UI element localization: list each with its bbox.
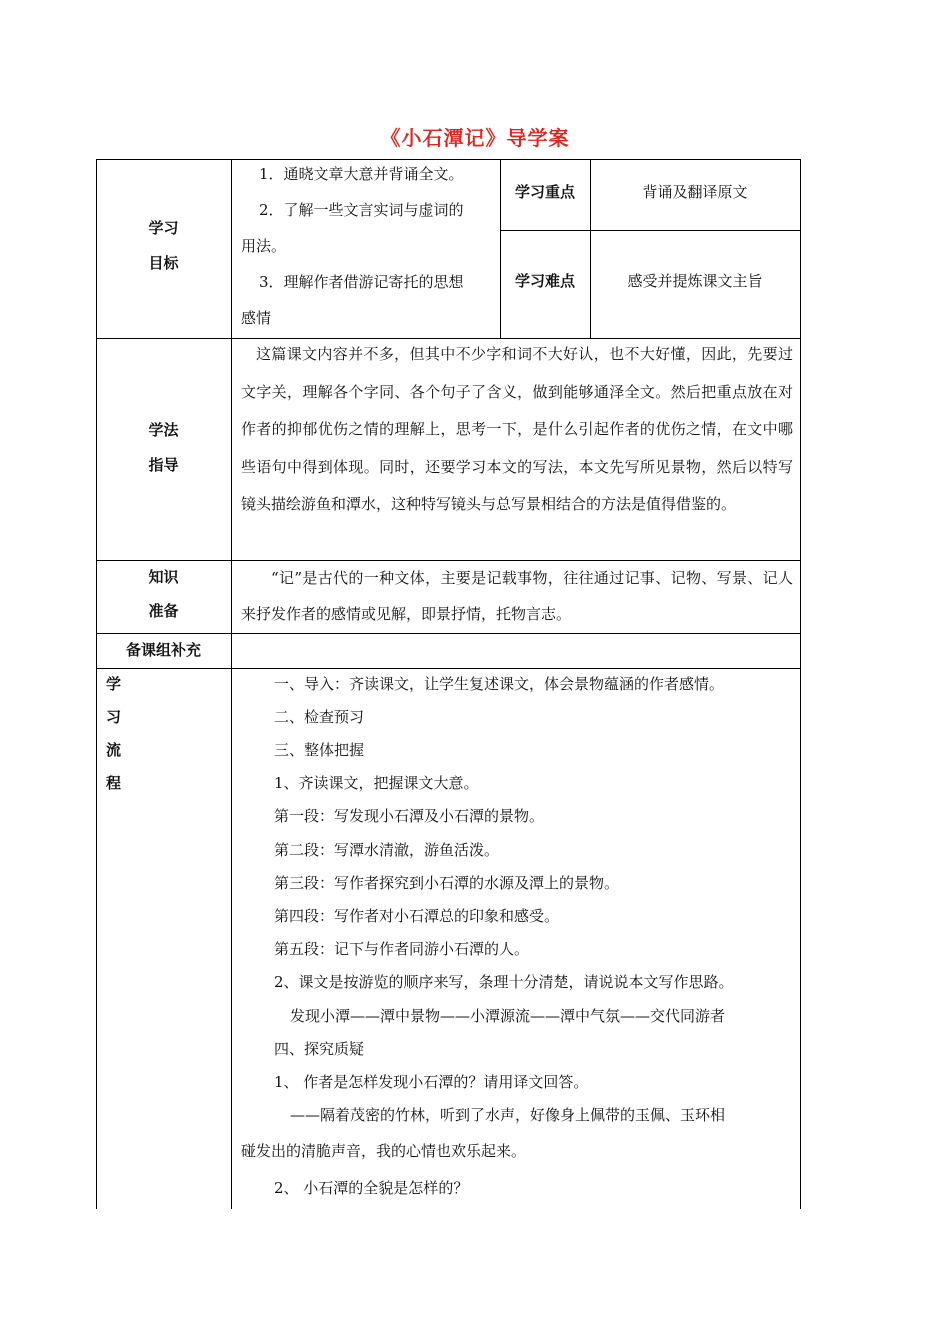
- supplement-label: 备课组补充: [125, 641, 201, 659]
- process-line: 碰发出的清脆声音，我的心情也欢乐起来。: [241, 1142, 527, 1160]
- method-label-line2: 指导: [148, 456, 179, 474]
- difficulty-value: 感受并提炼课文主旨: [627, 272, 763, 290]
- process-line: 发现小潭——潭中景物——小潭源流——潭中气氛——交代同游者: [290, 1007, 726, 1025]
- knowledge-text: “记”是古代的一种文体，主要是记载事物，往往通过记事、记物、写景、记人来抒发作者的感情或见解，即景抒情，托物言志。: [241, 569, 793, 623]
- difficulty-label: 学习难点: [514, 272, 575, 290]
- process-label-char: 习: [106, 708, 122, 726]
- process-line: 第二段：写潭水清澈，游鱼活泼。: [274, 841, 500, 859]
- key-point-value: 背诵及翻译原文: [642, 183, 748, 201]
- row-border-knowledge-bottom: [96, 633, 801, 634]
- process-line: 第三段：写作者探究到小石潭的水源及潭上的景物。: [274, 874, 620, 892]
- process-label-char: 学: [106, 675, 122, 693]
- process-line: 四、探究质疑: [274, 1040, 365, 1058]
- objective-item: 2．了解一些文言实词与虚词的: [259, 201, 464, 219]
- objective-item: 感情: [241, 309, 272, 327]
- objective-item: 3．理解作者借游记寄托的思想: [259, 273, 464, 291]
- process-label-char: 程: [106, 774, 122, 792]
- process-line: 一、导入：齐读课文，让学生复述课文，体会景物蕴涵的作者感情。: [274, 675, 725, 693]
- row-border-top: [96, 159, 801, 160]
- process-line: 1、齐读课文，把握课文大意。: [274, 774, 479, 792]
- knowledge-label-line2: 准备: [148, 602, 179, 620]
- row-border-supplement-bottom: [96, 668, 801, 669]
- process-line: 2、 小石潭的全貌是怎样的？: [274, 1179, 469, 1197]
- key-point-label: 学习重点: [514, 183, 575, 201]
- process-line: 二、检查预习: [274, 708, 365, 726]
- col-border-left: [96, 159, 97, 1209]
- objective-item: 1．通晓文章大意并背诵全文。: [259, 165, 464, 183]
- col-border-right: [800, 159, 801, 1209]
- document-title: 《小石潭记》导学案: [380, 126, 570, 150]
- method-text: 这篇课文内容并不多，但其中不少字和词不大好认，也不大好懂，因此，先要过文字关，理解各个字同、各个句子了含义，做到能够通泽全文。然后把重点放在对作者的抑郁优伤之情的理解上，思考一下，是什么引起作者的优伤之情，在文中哪些语句中得到体现。同时，还要学习本文的写法，本文先写所见景物，然后以特写镜头描绘游鱼和潭水，这种特写镜头与总写景相结合的方法是值得借鉴的。: [241, 345, 793, 513]
- knowledge-label-line1: 知识: [148, 568, 179, 586]
- process-label-char: 流: [106, 741, 122, 759]
- process-line: ——隔着茂密的竹林，听到了水声，好像身上佩带的玉佩、玉环相: [290, 1106, 726, 1124]
- objective-item: 用法。: [241, 237, 287, 255]
- process-line: 三、整体把握: [274, 741, 365, 759]
- objectives-label-line1: 学习: [148, 219, 179, 237]
- objectives-label-line2: 目标: [148, 254, 179, 272]
- process-line: 第四段：写作者对小石潭总的印象和感受。: [274, 907, 560, 925]
- method-label-line1: 学法: [148, 421, 179, 439]
- process-line: 2、课文是按游览的顺序来写，条理十分清楚，请说说本文写作思路。: [274, 973, 734, 991]
- process-line: 第五段：记下与作者同游小石潭的人。: [274, 940, 530, 958]
- process-line: 1、 作者是怎样发现小石潭的？请用译文回答。: [274, 1073, 589, 1091]
- row-border-key-split: [500, 230, 801, 231]
- process-line: 第一段：写发现小石潭及小石潭的景物。: [274, 807, 545, 825]
- col-border-label: [231, 159, 232, 1209]
